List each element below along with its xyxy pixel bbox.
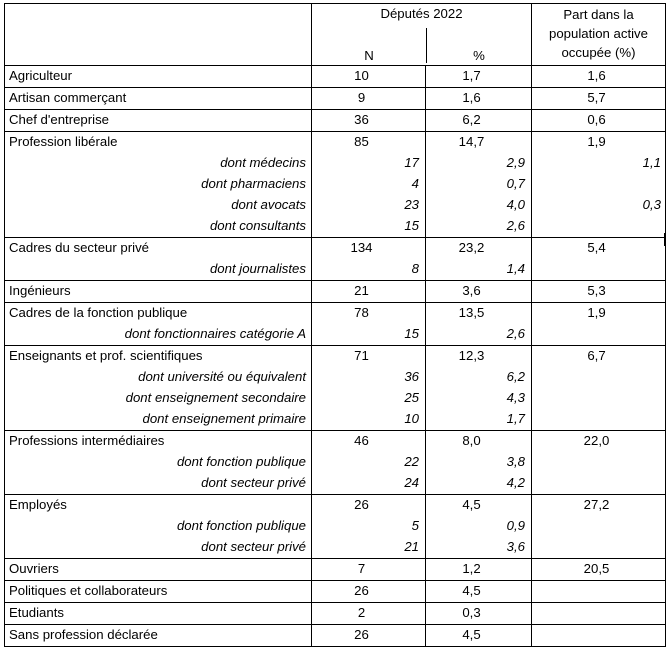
header-pct	[427, 28, 531, 63]
sub-category-label: dont enseignement secondaire	[125, 390, 306, 405]
header-deputes-cell	[312, 4, 532, 66]
percent-value-cell	[426, 281, 532, 303]
header-part-line1: Part dans la	[563, 7, 634, 22]
percent-value-cell	[426, 132, 532, 238]
category-label: Employés	[9, 497, 67, 512]
population-share-value-cell	[532, 625, 666, 647]
sub-percent-value: 0,7	[506, 176, 525, 191]
population-share-value: 5,7	[587, 90, 606, 105]
count-value-cell	[312, 132, 426, 238]
population-share-value-cell	[532, 603, 666, 625]
count-value-cell	[312, 303, 426, 346]
sub-count-value: 36	[404, 369, 419, 384]
population-share-value	[532, 581, 665, 602]
category-label-cell	[5, 66, 312, 88]
population-share-value: 1,6	[587, 68, 606, 83]
category-label-cell	[5, 495, 312, 559]
population-share-value-cell	[532, 66, 666, 88]
percent-value: 8,0	[462, 433, 481, 448]
sub-category-label: dont avocats	[231, 197, 306, 212]
table-row	[5, 281, 666, 303]
percent-value-cell	[426, 431, 532, 495]
sub-category-label: dont enseignement primaire	[142, 411, 306, 426]
table-row	[5, 603, 666, 625]
header-row	[5, 4, 666, 66]
population-share-value-cell	[532, 581, 666, 603]
sub-category-label: dont secteur privé	[201, 475, 306, 490]
category-label-cell	[5, 303, 312, 346]
percent-value: 3,6	[462, 283, 481, 298]
count-value-cell	[312, 66, 426, 88]
population-share-value: 1,9	[587, 134, 606, 149]
percent-value: 1,7	[462, 68, 481, 83]
header-n-label: N	[364, 48, 374, 63]
header-blank-cell	[5, 4, 312, 66]
table-row	[5, 132, 666, 238]
sub-population-share-value	[532, 516, 665, 537]
sub-count-value: 22	[404, 454, 419, 469]
header-part-cell	[532, 4, 666, 66]
sub-percent-value: 3,6	[506, 539, 525, 554]
sub-category-label: dont fonctionnaires catégorie A	[124, 326, 306, 341]
population-share-value-cell	[532, 431, 666, 495]
category-label-cell	[5, 431, 312, 495]
count-value: 134	[350, 240, 373, 255]
percent-value-cell	[426, 303, 532, 346]
count-value: 10	[354, 68, 369, 83]
category-label: Enseignants et prof. scientifiques	[9, 348, 203, 363]
percent-value-cell	[426, 603, 532, 625]
percent-value: 1,6	[462, 90, 481, 105]
population-share-value-cell	[532, 88, 666, 110]
category-label: Professions intermédiaires	[9, 433, 165, 448]
population-share-value: 6,7	[587, 348, 606, 363]
table-row	[5, 88, 666, 110]
sub-percent-value: 2,9	[506, 155, 525, 170]
category-label-cell	[5, 281, 312, 303]
category-label: Agriculteur	[9, 68, 73, 83]
percent-value: 4,5	[462, 497, 481, 512]
category-label: Chef d'entreprise	[9, 112, 110, 127]
sub-population-share-value	[532, 174, 665, 195]
sub-category-label: dont journalistes	[209, 261, 306, 276]
sub-category-label: dont consultants	[209, 218, 306, 233]
percent-value: 1,2	[462, 561, 481, 576]
count-value: 85	[354, 134, 369, 149]
deputies-profession-table	[4, 3, 666, 647]
population-share-value: 0,6	[587, 112, 606, 127]
count-value-cell	[312, 110, 426, 132]
count-value: 71	[354, 348, 369, 363]
category-label: Cadres du secteur privé	[9, 240, 150, 255]
sub-count-value: 10	[404, 411, 419, 426]
percent-value: 6,2	[462, 112, 481, 127]
percent-value-cell	[426, 238, 532, 281]
count-value: 26	[354, 583, 369, 598]
category-label: Politiques et collaborateurs	[9, 583, 168, 598]
population-share-value-cell	[532, 303, 666, 346]
table-row	[5, 431, 666, 495]
sub-population-share-value	[532, 216, 665, 237]
table-row	[5, 495, 666, 559]
count-value-cell	[312, 238, 426, 281]
count-value-cell	[312, 281, 426, 303]
table-row	[5, 66, 666, 88]
population-share-value: 20,5	[583, 561, 610, 576]
sub-population-share-value: 0,3	[642, 197, 661, 212]
count-value-cell	[312, 495, 426, 559]
percent-value: 14,7	[458, 134, 485, 149]
percent-value-cell	[426, 66, 532, 88]
category-label-cell	[5, 110, 312, 132]
sub-population-share-value	[532, 537, 665, 558]
sub-population-share-value: 1,1	[642, 155, 661, 170]
sub-population-share-value	[532, 388, 665, 409]
sub-population-share-value	[532, 324, 665, 345]
sub-category-label: dont université ou équivalent	[138, 369, 306, 384]
sub-percent-value: 4,0	[506, 197, 525, 212]
population-share-value-cell	[532, 559, 666, 581]
category-label: Sans profession déclarée	[9, 627, 158, 642]
table-row	[5, 238, 666, 281]
population-share-value: 27,2	[583, 497, 610, 512]
population-share-value-cell	[532, 281, 666, 303]
header-pct-label: %	[473, 48, 485, 63]
percent-value-cell	[426, 559, 532, 581]
sub-category-label: dont médecins	[220, 155, 306, 170]
percent-value-cell	[426, 88, 532, 110]
sub-count-value: 4	[411, 176, 419, 191]
population-share-value-cell	[532, 238, 666, 281]
table-row	[5, 303, 666, 346]
sub-category-label: dont pharmaciens	[201, 176, 306, 191]
sub-percent-value: 4,2	[506, 475, 525, 490]
sub-percent-value: 3,8	[506, 454, 525, 469]
table-row	[5, 625, 666, 647]
sub-population-share-value	[532, 259, 665, 280]
population-share-value-cell	[532, 495, 666, 559]
count-value: 21	[354, 283, 369, 298]
population-share-value-cell	[532, 132, 666, 238]
category-label: Etudiants	[9, 605, 64, 620]
table-row	[5, 559, 666, 581]
category-label-cell	[5, 88, 312, 110]
category-label: Artisan commerçant	[9, 90, 127, 105]
table-row	[5, 110, 666, 132]
count-value: 26	[354, 497, 369, 512]
table-row	[5, 581, 666, 603]
category-label-cell	[5, 346, 312, 431]
percent-value: 12,3	[458, 348, 485, 363]
header-part-line2: population active	[549, 26, 648, 41]
sub-category-label: dont fonction publique	[176, 454, 306, 469]
category-label-cell	[5, 581, 312, 603]
category-label-cell	[5, 603, 312, 625]
percent-value: 4,5	[462, 583, 481, 598]
sub-percent-value: 2,6	[506, 326, 525, 341]
sub-count-value: 5	[411, 518, 419, 533]
percent-value-cell	[426, 495, 532, 559]
count-value: 46	[354, 433, 369, 448]
population-share-value: 5,4	[587, 240, 606, 255]
count-value-cell	[312, 581, 426, 603]
percent-value-cell	[426, 581, 532, 603]
category-label: Profession libérale	[9, 134, 118, 149]
population-share-value	[532, 625, 665, 646]
count-value-cell	[312, 603, 426, 625]
category-label: Cadres de la fonction publique	[9, 305, 188, 320]
sub-percent-value: 1,4	[506, 261, 525, 276]
sub-percent-value: 6,2	[506, 369, 525, 384]
sub-percent-value: 2,6	[506, 218, 525, 233]
count-value-cell	[312, 88, 426, 110]
population-share-value	[532, 603, 665, 624]
border-artifact	[664, 233, 666, 246]
sub-category-label: dont secteur privé	[201, 539, 306, 554]
sub-count-value: 24	[404, 475, 419, 490]
percent-value: 23,2	[458, 240, 485, 255]
count-value: 78	[354, 305, 369, 320]
population-share-value: 1,9	[587, 305, 606, 320]
sub-count-value: 8	[411, 261, 419, 276]
table-row	[5, 346, 666, 431]
header-part-line3: occupée (%)	[561, 45, 636, 60]
population-share-value-cell	[532, 110, 666, 132]
sub-count-value: 23	[404, 197, 419, 212]
sub-population-share-value	[532, 409, 665, 430]
count-value: 2	[357, 605, 366, 620]
percent-value: 13,5	[458, 305, 485, 320]
sub-category-label: dont fonction publique	[176, 518, 306, 533]
count-value: 36	[354, 112, 369, 127]
category-label-cell	[5, 559, 312, 581]
sub-percent-value: 1,7	[506, 411, 525, 426]
sub-population-share-value	[532, 452, 665, 473]
count-value-cell	[312, 346, 426, 431]
category-label-cell	[5, 238, 312, 281]
header-n	[312, 28, 427, 63]
percent-value: 0,3	[462, 605, 481, 620]
category-label-cell	[5, 625, 312, 647]
header-deputes-title: Députés 2022	[380, 6, 463, 21]
sub-percent-value: 0,9	[506, 518, 525, 533]
sub-count-value: 25	[404, 390, 419, 405]
category-label-cell	[5, 132, 312, 238]
percent-value-cell	[426, 625, 532, 647]
percent-value: 4,5	[462, 627, 481, 642]
sub-count-value: 15	[404, 326, 419, 341]
category-label: Ouvriers	[9, 561, 59, 576]
category-label: Ingénieurs	[9, 283, 71, 298]
sub-count-value: 15	[404, 218, 419, 233]
sub-count-value: 17	[404, 155, 419, 170]
population-share-value-cell	[532, 346, 666, 431]
count-value-cell	[312, 625, 426, 647]
count-value-cell	[312, 559, 426, 581]
population-share-value: 22,0	[583, 433, 610, 448]
count-value: 9	[357, 90, 366, 105]
count-value-cell	[312, 431, 426, 495]
count-value: 7	[357, 561, 366, 576]
percent-value-cell	[426, 346, 532, 431]
sub-count-value: 21	[404, 539, 419, 554]
percent-value-cell	[426, 110, 532, 132]
sub-population-share-value	[532, 473, 665, 494]
sub-percent-value: 4,3	[506, 390, 525, 405]
count-value: 26	[354, 627, 369, 642]
population-share-value: 5,3	[587, 283, 606, 298]
sub-population-share-value	[532, 367, 665, 388]
